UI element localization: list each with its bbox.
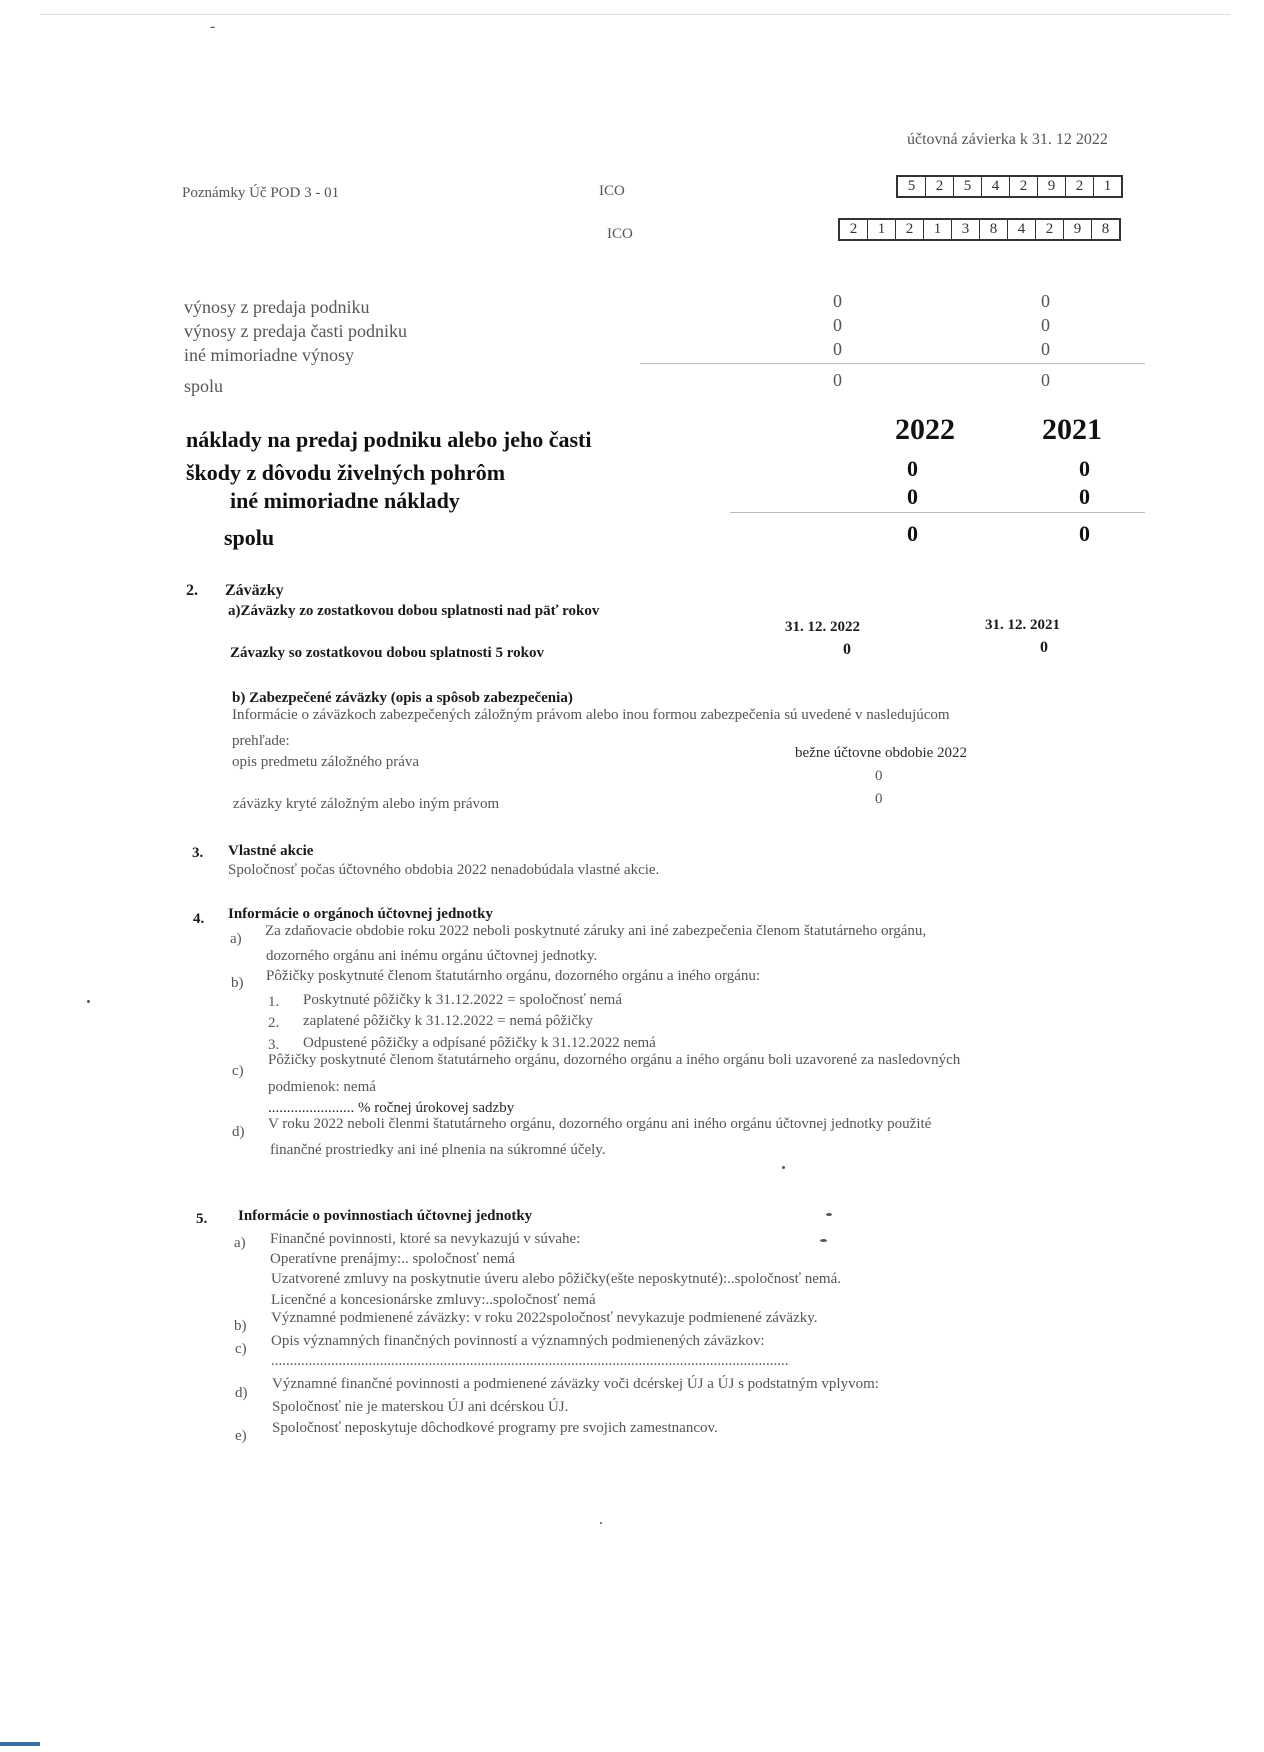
section5-a-line1: Finančné povinnosti, ktoré sa nevykazujú v súvahe: [270,1231,581,1247]
section5-e-mark: e) [235,1428,247,1444]
section5-b-line: Významné podmienené záväzky: v roku 2022spoločnosť nevykazuje podmienené záväzky. [271,1310,818,1326]
cost-row-value-1: 0 [907,521,918,546]
scan-speck [87,1000,90,1003]
section2-pledge-label: opis predmetu záložného práva [232,754,420,770]
section2-b-text-1: Informácie o záväzkoch zabezpečených záložným právom alebo inou formou zabezpečenia sú uvedené v nasledujúcom [232,707,950,723]
cost-row-label: náklady na predaj podniku alebo jeho časti [186,427,592,452]
scan-speck [0,1742,40,1746]
section2-title: Záväzky [225,582,284,599]
section4-b-line: Pôžičky poskytnuté členom štatutárnho orgánu, dozorného orgánu a iného orgánu: [266,968,761,984]
cost-row-label: škody z dôvodu živelných pohrôm [186,460,506,485]
header-dash: - [210,18,216,35]
ico-digit-boxes-1 [896,175,1123,198]
income-underline [640,363,1145,364]
scan-speck [600,1522,602,1524]
section2-liab-label: záväzky kryté záložným alebo iným právom [233,796,500,812]
scan-speck [826,1213,832,1216]
ico-digit: 2 [1010,177,1038,196]
income-row-label: spolu [184,376,224,396]
section5-c-line2: .......................................................................................................................................... [271,1353,789,1369]
section2-liab-value: 0 [875,791,883,807]
section2-a-title: a)Záväzky zo zostatkovou dobou splatnosti nad päť rokov [228,603,600,619]
section4-a-line1: Za zdaňovacie obdobie roku 2022 neboli poskytnuté záruky ani iné zabezpečenia členom štatutárneho orgánu, [265,923,927,939]
income-row-value-2: 0 [1041,339,1050,359]
ico-digit: 2 [926,177,954,196]
ico-digit: 3 [952,220,980,239]
income-row-value-1: 0 [833,291,842,311]
section2-period-label: bežne účtovne obdobie 2022 [795,745,968,761]
ico-digit: 4 [982,177,1010,196]
section5-a-line2: Operatívne prenájmy:.. spoločnosť nemá [270,1251,516,1267]
income-row-label: iné mimoriadne výnosy [184,345,354,365]
section4-b-item-number: 2. [268,1015,280,1031]
ico-digit: 2 [1066,177,1094,196]
section4-number: 4. [193,911,205,927]
section2-b-text-2: prehľade: [232,733,290,749]
ico-digit: 1 [868,220,896,239]
ico-digit: 9 [1038,177,1066,196]
ico-digit: 2 [1036,220,1064,239]
section5-a-mark: a) [234,1235,246,1251]
section2-date-2: 31. 12. 2021 [985,617,1060,633]
section2-row-label: Závazky so zostatkovou dobou splatnosti 5 rokov [230,645,544,661]
income-row-value-1: 0 [833,315,842,335]
income-row-value-2: 0 [1041,370,1050,390]
section4-a-mark: a) [230,931,242,947]
section3-text: Spoločnosť počas účtovného obdobia 2022 nenadobúdala vlastné akcie. [228,862,660,878]
income-row-value-2: 0 [1041,291,1050,311]
income-row-value-1: 0 [833,370,842,390]
section3-number: 3. [192,845,204,861]
ico-digit: 1 [924,220,952,239]
section4-c-line2: podmienok: nemá [268,1079,376,1095]
section4-b-mark: b) [231,975,244,991]
ico-digit: 9 [1064,220,1092,239]
section4-d-line1: V roku 2022 neboli členmi štatutárneho orgánu, dozorného orgánu ani iného orgánu účtovnej jednotky použité [268,1116,932,1132]
cost-row-label: spolu [224,525,275,550]
cost-row-label: iné mimoriadne náklady [230,488,460,513]
cost-underline [730,512,1145,513]
section4-a-line2: dozorného orgánu ani inému orgánu účtovnej jednotky. [266,948,598,964]
ico-digit: 5 [954,177,982,196]
ico-digit: 8 [980,220,1008,239]
income-row-label: výnosy z predaja podniku [184,297,370,317]
section2-number: 2. [186,582,198,599]
section5-a-line4: Licenčné a koncesionárske zmluvy:..spoločnosť nemá [271,1292,596,1308]
ico-digit: 4 [1008,220,1036,239]
section5-b-mark: b) [234,1318,247,1334]
ico-label-1: ICO [599,183,625,199]
section4-title: Informácie o orgánoch účtovnej jednotky [228,906,493,922]
section5-c-mark: c) [235,1341,247,1357]
cost-year-1: 2022 [895,413,955,446]
section2-b-title: b) Zabezpečené záväzky (opis a spôsob zabezpečenia) [232,690,573,706]
ico-digit: 1 [1103,178,1112,194]
section5-number: 5. [196,1211,208,1227]
section4-b-item-text: zaplatené pôžičky k 31.12.2022 = nemá pôžičky [303,1013,594,1029]
section5-title: Informácie o povinnostiach účtovnej jednotky [238,1208,533,1224]
ico-digit: 8 [1101,221,1110,237]
section5-e-line: Spoločnosť neposkytuje dôchodkové programy pre svojich zamestnancov. [272,1420,718,1436]
section2-date-1: 31. 12. 2022 [785,619,860,635]
cost-row-value-2: 0 [1079,484,1090,509]
cost-row-value-2: 0 [1079,456,1090,481]
cost-year-2: 2021 [1042,413,1102,446]
section4-b-item-text: Poskytnuté pôžičky k 31.12.2022 = spoločnosť nemá [303,992,623,1008]
section4-c-line3: ....................... % ročnej úrokovej sadzby [268,1100,515,1116]
cost-row-value-2: 0 [1079,521,1090,546]
ico-digit: 2 [896,220,924,239]
section4-c-mark: c) [232,1063,244,1079]
scan-edge-line [40,14,1230,15]
section4-d-mark: d) [232,1124,245,1140]
section4-c-line1: Pôžičky poskytnuté členom štatutárneho orgánu, dozorného orgánu a iného orgánu boli uzavorené za nasledovných [268,1052,961,1068]
section2-pledge-value: 0 [875,768,883,784]
ico-label-2: ICO [607,226,633,242]
section4-d-line2: finančné prostriedky ani iné plnenia na súkromné účely. [270,1142,606,1158]
income-row-value-2: 0 [1041,315,1050,335]
statement-date: účtovná závierka k 31. 12 2022 [907,131,1108,148]
ico-digit-boxes-2 [838,218,1121,241]
income-row-label: výnosy z predaja časti podniku [184,321,407,341]
scan-speck [820,1239,827,1242]
section4-b-item-number: 1. [268,994,280,1010]
section2-row-value-2: 0 [1040,639,1048,656]
section5-a-line3: Uzatvorené zmluvy na poskytnutie úveru alebo pôžičky(ešte neposkytnuté):..spoločnosť nemá. [271,1271,841,1287]
section3-title: Vlastné akcie [228,843,314,859]
form-code: Poznámky Úč POD 3 - 01 [182,185,340,201]
cost-row-value-1: 0 [907,484,918,509]
section4-b-item-number: 3. [268,1037,280,1053]
section4-b-item-text: Odpustené pôžičky a odpísané pôžičky k 31.12.2022 nemá [303,1035,656,1051]
section2-row-value-1: 0 [843,641,851,658]
ico-digit: 2 [840,220,868,239]
ico-digit: 5 [898,177,926,196]
section5-d-line2: Spoločnosť nie je materskou ÚJ ani dcérskou ÚJ. [272,1399,569,1415]
cost-row-value-1: 0 [907,456,918,481]
section5-c-line1: Opis významných finančných povinností a významných podmienených záväzkov: [271,1333,765,1349]
section5-d-mark: d) [235,1385,248,1401]
scan-speck [782,1166,785,1169]
income-row-value-1: 0 [833,339,842,359]
section5-d-line1: Významné finančné povinnosti a podmienené záväzky voči dcérskej ÚJ a ÚJ s podstatným vplyvom: [272,1376,879,1392]
